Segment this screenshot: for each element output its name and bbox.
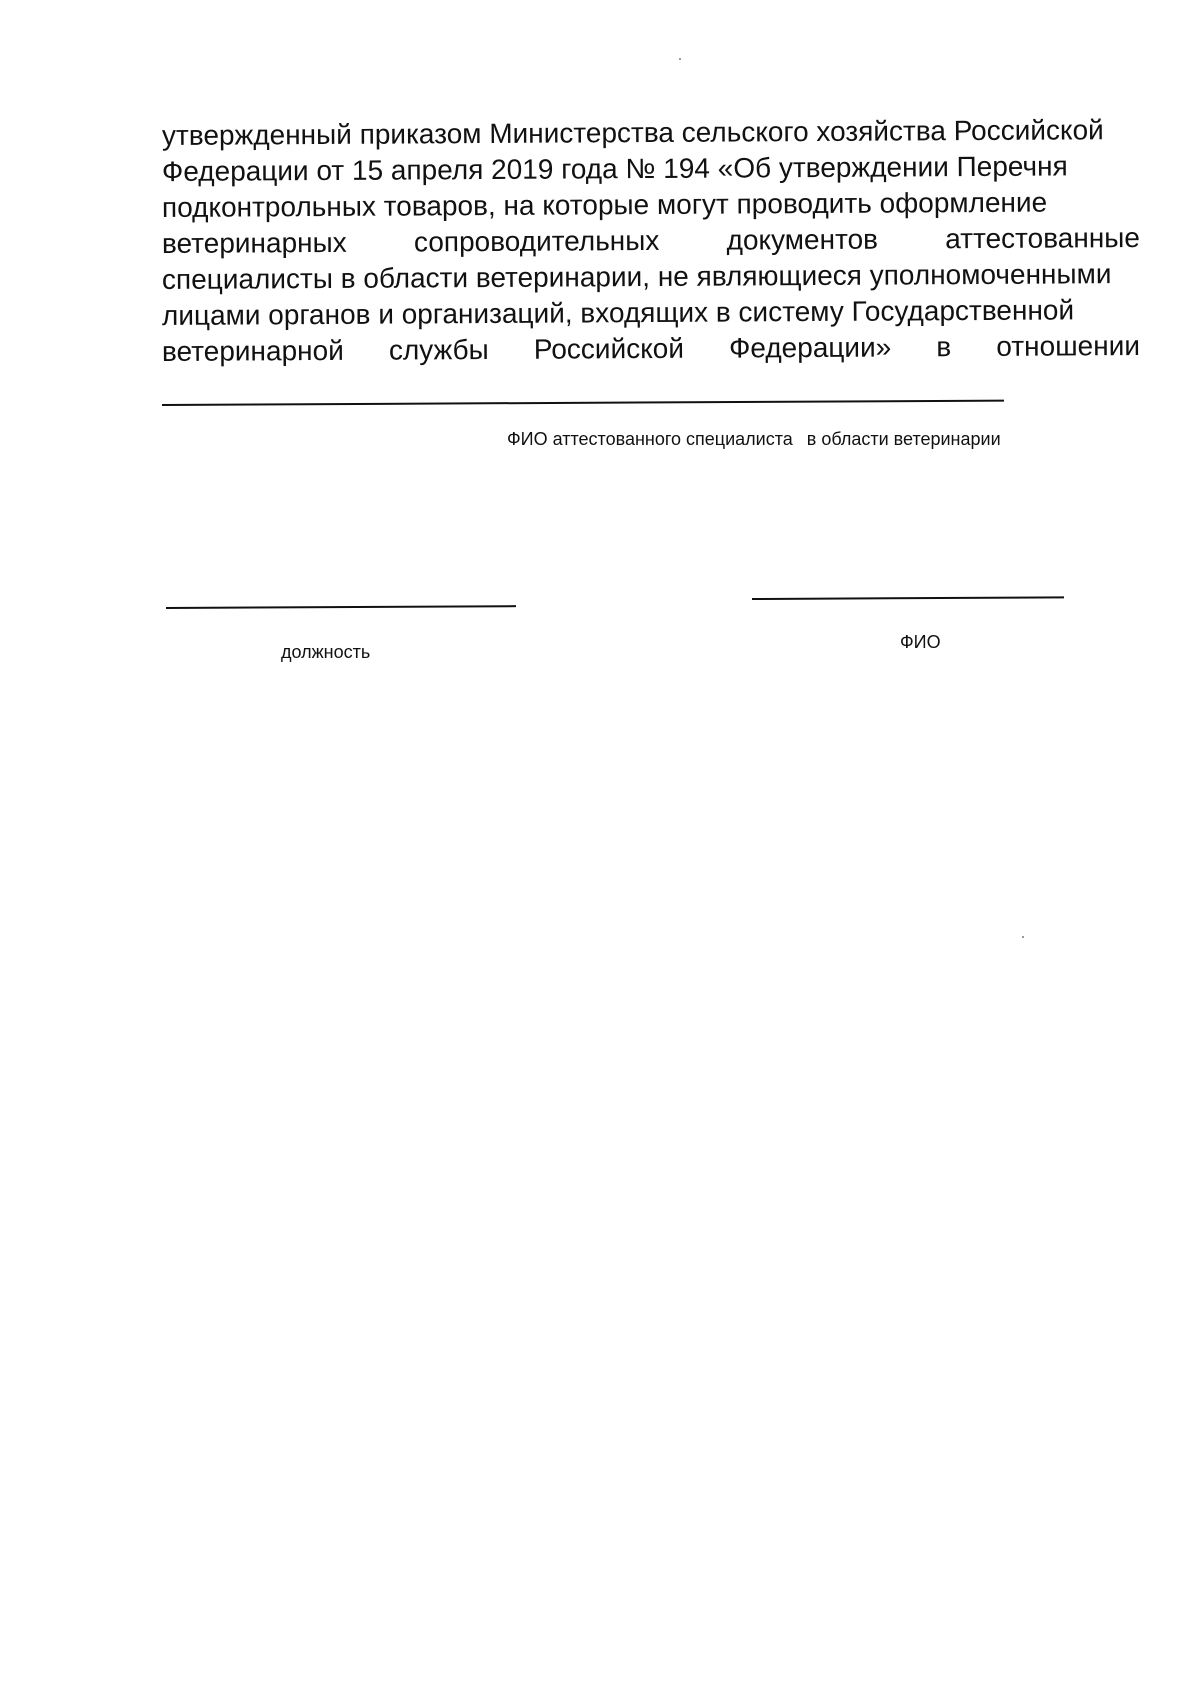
paragraph-line bbox=[162, 112, 1140, 154]
paragraph-word: Федерации» bbox=[728, 331, 892, 364]
name-caption: ФИО bbox=[900, 632, 941, 652]
specialist-name-caption bbox=[507, 428, 1001, 450]
scan-speck bbox=[679, 58, 681, 60]
position-fill-line bbox=[166, 605, 516, 609]
paragraph-line bbox=[162, 220, 1140, 262]
specialist-caption-part2: в области ветеринарии bbox=[806, 429, 1001, 449]
paragraph-line bbox=[162, 148, 1140, 190]
paragraph-line-text: утвержденный приказом Министерства сельского хозяйства Российской bbox=[161, 114, 1104, 151]
paragraph-word: Российской bbox=[533, 332, 685, 365]
paragraph-word: документов bbox=[726, 223, 879, 256]
paragraph-word: сопроводительных bbox=[413, 224, 660, 258]
paragraph-line bbox=[162, 184, 1140, 226]
body-paragraph bbox=[161, 114, 1141, 370]
paragraph-line bbox=[162, 256, 1140, 298]
paragraph-word: ветеринарных bbox=[161, 226, 347, 259]
paragraph-line-text: специалисты в области ветеринарии, не являющиеся уполномоченными bbox=[161, 258, 1112, 295]
specialist-caption-part1: ФИО аттестованного специалиста bbox=[507, 429, 793, 449]
paragraph-word: аттестованные bbox=[945, 222, 1141, 255]
paragraph-line-text: подконтрольных товаров, на которые могут проводить оформление bbox=[161, 186, 1048, 223]
position-caption: должность bbox=[281, 642, 371, 662]
paragraph-line bbox=[162, 328, 1140, 370]
paragraph-line bbox=[162, 292, 1140, 334]
scan-speck bbox=[1022, 936, 1024, 938]
paragraph-line-text: лицами органов и организаций, входящих в систему Государственной bbox=[161, 294, 1075, 331]
name-fill-line bbox=[752, 596, 1064, 600]
paragraph-word: в bbox=[936, 331, 952, 363]
specialist-name-fill-line bbox=[162, 400, 1004, 406]
paragraph-word: отношении bbox=[996, 330, 1141, 362]
paragraph-word: службы bbox=[388, 334, 489, 366]
paragraph-line-text: Федерации от 15 апреля 2019 года № 194 «Об утверждении Перечня bbox=[161, 150, 1068, 187]
paragraph-word: ветеринарной bbox=[161, 334, 344, 367]
